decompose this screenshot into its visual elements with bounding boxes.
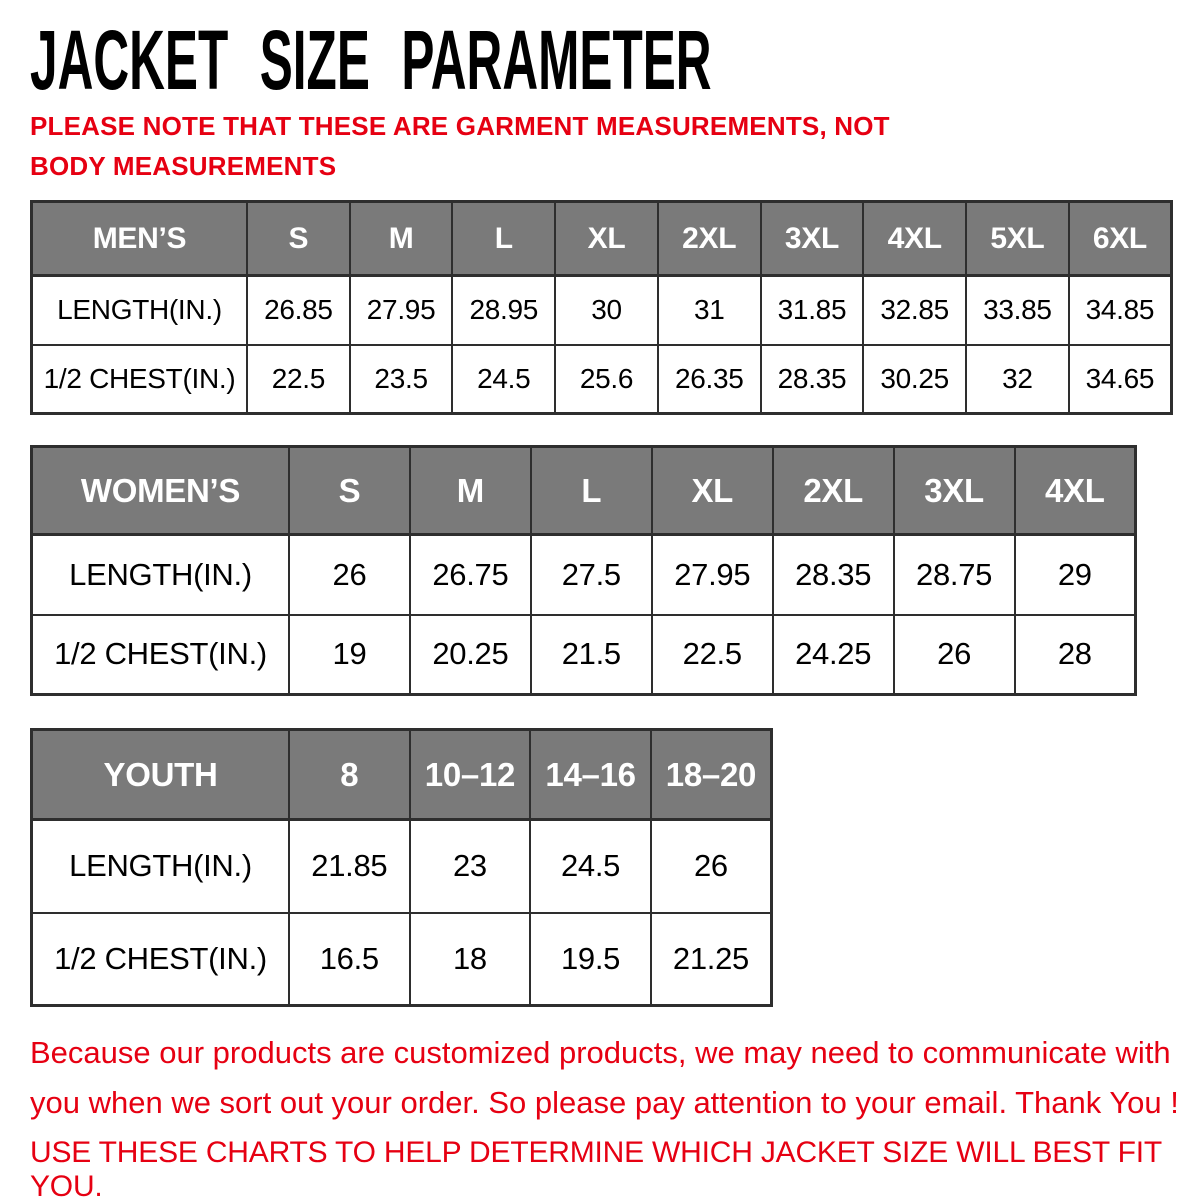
womens-size-table: [30, 445, 1137, 696]
value-cell: 28.35: [773, 535, 894, 615]
value-cell: 26.35: [658, 345, 761, 414]
table-row: [32, 535, 1136, 615]
size-col-header: 3XL: [761, 202, 864, 276]
size-col-header: L: [531, 447, 652, 535]
value-cell: 25.6: [555, 345, 658, 414]
size-col-header: 4XL: [863, 202, 966, 276]
size-col-header: 10–12: [410, 730, 531, 820]
value-cell: 27.95: [350, 276, 453, 345]
value-cell: 28.95: [452, 276, 555, 345]
value-cell: 34.85: [1069, 276, 1172, 345]
value-cell: 30: [555, 276, 658, 345]
value-cell: 24.5: [452, 345, 555, 414]
youth-table-title: YOUTH: [32, 730, 290, 820]
value-cell: 28.75: [894, 535, 1015, 615]
size-col-header: 2XL: [658, 202, 761, 276]
value-cell: 19.5: [530, 913, 651, 1006]
value-cell: 24.25: [773, 615, 894, 695]
value-cell: 30.25: [863, 345, 966, 414]
value-cell: 33.85: [966, 276, 1069, 345]
size-col-header: L: [452, 202, 555, 276]
value-cell: 23: [410, 820, 531, 913]
size-col-header: XL: [652, 447, 773, 535]
value-cell: 31: [658, 276, 761, 345]
row-label-cell: LENGTH(IN.): [32, 535, 290, 615]
garment-measurement-note: PLEASE NOTE THAT THESE ARE GARMENT MEASUREMENTS, NOT BODY MEASUREMENTS: [30, 111, 890, 182]
value-cell: 34.65: [1069, 345, 1172, 414]
value-cell: 28: [1015, 615, 1136, 695]
value-cell: 27.5: [531, 535, 652, 615]
row-label-cell: LENGTH(IN.): [32, 820, 290, 913]
value-cell: 26: [289, 535, 410, 615]
row-label-cell: 1/2 CHEST(IN.): [32, 913, 290, 1006]
size-col-header: 18–20: [651, 730, 772, 820]
value-cell: 21.85: [289, 820, 410, 913]
value-cell: 19: [289, 615, 410, 695]
chart-usage-caption: USE THESE CHARTS TO HELP DETERMINE WHICH JACKET SIZE WILL BEST FIT YOU.: [30, 1136, 1162, 1200]
mens-header-row: [32, 202, 1172, 276]
size-col-header: M: [350, 202, 453, 276]
row-label-cell: 1/2 CHEST(IN.): [32, 615, 290, 695]
table-row: [32, 615, 1136, 695]
table-row: [32, 345, 1172, 414]
youth-header-row: [32, 730, 772, 820]
value-cell: 18: [410, 913, 531, 1006]
size-col-header: 5XL: [966, 202, 1069, 276]
size-col-header: 4XL: [1015, 447, 1136, 535]
value-cell: 22.5: [247, 345, 350, 414]
value-cell: 28.35: [761, 345, 864, 414]
value-cell: 16.5: [289, 913, 410, 1006]
value-cell: 23.5: [350, 345, 453, 414]
size-col-header: S: [289, 447, 410, 535]
table-row: [32, 276, 1172, 345]
value-cell: 31.85: [761, 276, 864, 345]
value-cell: 29: [1015, 535, 1136, 615]
row-label-cell: 1/2 CHEST(IN.): [32, 345, 248, 414]
value-cell: 24.5: [530, 820, 651, 913]
mens-table-title: MEN’S: [32, 202, 248, 276]
womens-header-row: [32, 447, 1136, 535]
customization-notice: Because our products are customized products, we may need to communicate with you when we sort out your order. So please pay attention to your email. Thank You !: [30, 1035, 1179, 1120]
value-cell: 26: [894, 615, 1015, 695]
size-col-header: S: [247, 202, 350, 276]
table-row: [32, 820, 772, 913]
size-col-header: 6XL: [1069, 202, 1172, 276]
size-col-header: 3XL: [894, 447, 1015, 535]
size-col-header: 14–16: [530, 730, 651, 820]
value-cell: 21.25: [651, 913, 772, 1006]
value-cell: 22.5: [652, 615, 773, 695]
value-cell: 26.85: [247, 276, 350, 345]
youth-size-table: [30, 728, 773, 1007]
value-cell: 32: [966, 345, 1069, 414]
table-row: [32, 913, 772, 1006]
page-title: [30, 13, 1185, 107]
value-cell: 32.85: [863, 276, 966, 345]
value-cell: 26.75: [410, 535, 531, 615]
mens-size-table: [30, 200, 1173, 415]
size-col-header: M: [410, 447, 531, 535]
value-cell: 20.25: [410, 615, 531, 695]
womens-table-title: WOMEN’S: [32, 447, 290, 535]
page-title-text: JACKET SIZE PARAMETER: [30, 13, 712, 107]
size-col-header: 8: [289, 730, 410, 820]
value-cell: 27.95: [652, 535, 773, 615]
value-cell: 26: [651, 820, 772, 913]
row-label-cell: LENGTH(IN.): [32, 276, 248, 345]
size-col-header: XL: [555, 202, 658, 276]
size-col-header: 2XL: [773, 447, 894, 535]
value-cell: 21.5: [531, 615, 652, 695]
